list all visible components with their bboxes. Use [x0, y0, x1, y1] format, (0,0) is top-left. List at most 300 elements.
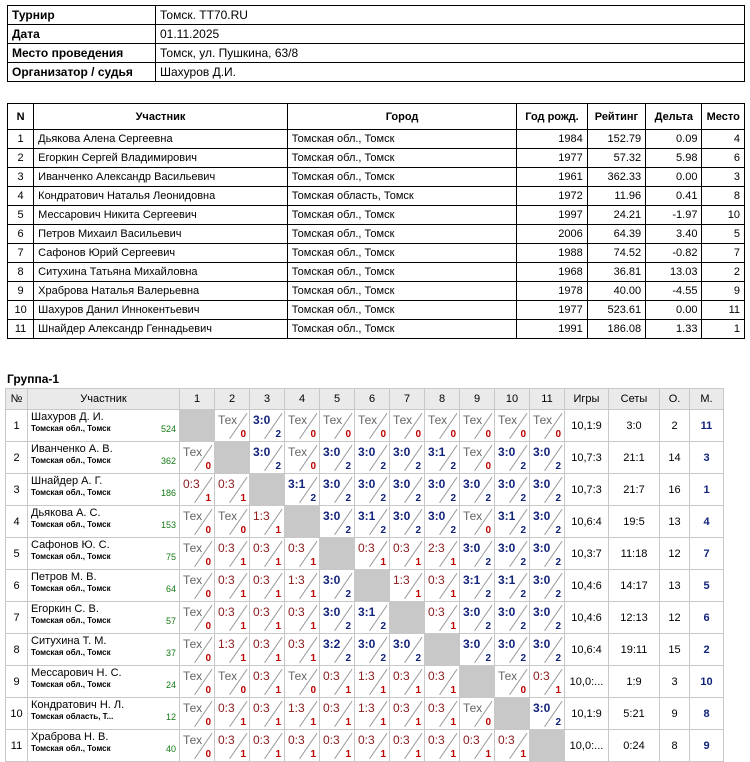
match-score: 0:3	[358, 541, 375, 555]
participant-cell: 1	[8, 130, 34, 149]
match-score: Тех	[183, 733, 203, 747]
match-result-cell	[460, 698, 495, 730]
games-stat: 10,1:9	[565, 698, 609, 730]
match-result-cell	[425, 442, 460, 474]
match-result-cell	[460, 474, 495, 506]
match-score: Тех	[288, 413, 308, 427]
participant-cell: 57.32	[587, 149, 645, 168]
group-player-cell	[28, 730, 180, 762]
sets-stat: 0:24	[609, 730, 660, 762]
info-key: Место проведения	[8, 44, 156, 63]
match-points: 2	[415, 493, 421, 504]
match-score: 0:3	[393, 669, 410, 683]
player-name: Петров М. В.	[31, 571, 97, 583]
match-score: 3:0	[463, 477, 481, 491]
group-row-number: 6	[6, 570, 28, 602]
match-score: Тех	[218, 669, 238, 683]
player-meta	[31, 456, 176, 466]
match-points: 0	[205, 621, 211, 632]
group-row-number: 3	[6, 474, 28, 506]
match-result-cell	[320, 698, 355, 730]
match-points: 0	[415, 429, 421, 440]
match-points: 2	[310, 493, 316, 504]
match-result-cell	[250, 602, 285, 634]
participant-row	[8, 225, 745, 244]
match-points: 1	[240, 653, 246, 664]
participant-cell: 1968	[517, 263, 587, 282]
match-result-cell	[285, 698, 320, 730]
participant-cell: 4	[8, 187, 34, 206]
match-points: 1	[380, 557, 386, 568]
match-result-cell	[180, 538, 215, 570]
participant-cell: Томская обл., Томск	[287, 168, 516, 187]
match-result-cell	[215, 570, 250, 602]
participant-cell: Шахуров Данил Иннокентьевич	[34, 301, 288, 320]
group-player-cell	[28, 602, 180, 634]
match-points: 1	[450, 589, 456, 600]
player-rating: 12	[165, 712, 176, 722]
match-points: 2	[415, 461, 421, 472]
participant-cell: 36.81	[587, 263, 645, 282]
participant-cell: 3.40	[646, 225, 702, 244]
participant-cell: 2	[8, 149, 34, 168]
group-player-cell	[28, 666, 180, 698]
player-name: Шнайдер А. Г.	[31, 475, 103, 487]
match-points: 2	[555, 653, 561, 664]
match-score: 0:3	[288, 733, 305, 747]
player-rating: 524	[160, 424, 176, 434]
points-stat: 9	[660, 698, 690, 730]
match-score: 3:0	[498, 637, 516, 651]
participant-cell: 1977	[517, 301, 587, 320]
match-score: 1:3	[393, 573, 410, 587]
match-points: 1	[415, 589, 421, 600]
place-stat: 4	[690, 506, 724, 538]
player-rating: 75	[165, 552, 176, 562]
info-row	[8, 25, 745, 44]
match-result-cell	[425, 698, 460, 730]
match-score: Тех	[533, 413, 553, 427]
group-player-cell	[28, 698, 180, 730]
match-score: 0:3	[183, 477, 200, 491]
participant-row	[8, 168, 745, 187]
player-rating: 37	[165, 648, 176, 658]
group-header-cell: №	[6, 389, 28, 410]
match-score: 3:0	[323, 605, 341, 619]
match-result-cell	[530, 506, 565, 538]
group-row	[6, 570, 724, 602]
match-score: 0:3	[323, 701, 340, 715]
match-result-cell	[495, 538, 530, 570]
match-score: 1:3	[288, 701, 305, 715]
match-result-cell	[320, 410, 355, 442]
info-key: Дата	[8, 25, 156, 44]
participant-cell: 5.98	[646, 149, 702, 168]
diagonal-cell	[285, 506, 320, 538]
match-score: 0:3	[253, 637, 270, 651]
participant-cell: -4.55	[646, 282, 702, 301]
match-points: 1	[345, 749, 351, 760]
group-row-number: 8	[6, 634, 28, 666]
participant-row	[8, 320, 745, 339]
participant-cell: Ситухина Татьяна Михайловна	[34, 263, 288, 282]
match-result-cell	[425, 506, 460, 538]
participant-cell: 10	[8, 301, 34, 320]
match-score: Тех	[183, 637, 203, 651]
place-stat: 11	[690, 410, 724, 442]
match-points: 2	[345, 525, 351, 536]
match-points: 2	[345, 653, 351, 664]
match-points: 1	[450, 685, 456, 696]
match-score: Тех	[183, 541, 203, 555]
participant-cell: 1961	[517, 168, 587, 187]
match-result-cell	[180, 698, 215, 730]
points-stat: 14	[660, 442, 690, 474]
match-result-cell	[215, 410, 250, 442]
match-score: 0:3	[253, 573, 270, 587]
participant-cell: 1991	[517, 320, 587, 339]
group-row-number: 5	[6, 538, 28, 570]
match-points: 0	[240, 429, 246, 440]
match-result-cell	[250, 570, 285, 602]
match-result-cell	[390, 666, 425, 698]
match-points: 2	[485, 653, 491, 664]
match-points: 2	[345, 461, 351, 472]
match-points: 2	[555, 717, 561, 728]
player-city: Томская обл., Томск	[31, 648, 111, 657]
match-points: 0	[205, 653, 211, 664]
match-result-cell	[285, 602, 320, 634]
match-score: 1:3	[288, 573, 305, 587]
match-points: 2	[415, 653, 421, 664]
group-player-cell	[28, 570, 180, 602]
games-stat: 10,4:6	[565, 602, 609, 634]
match-score: 3:1	[358, 605, 376, 619]
match-points: 1	[275, 557, 281, 568]
match-score: 0:3	[288, 605, 305, 619]
match-result-cell	[390, 538, 425, 570]
match-score: 0:3	[533, 669, 550, 683]
match-score: 3:0	[393, 637, 411, 651]
match-points: 2	[520, 525, 526, 536]
match-result-cell	[425, 474, 460, 506]
participant-row	[8, 263, 745, 282]
participant-cell: Егоркин Сергей Владимирович	[34, 149, 288, 168]
match-points: 1	[240, 621, 246, 632]
match-points: 1	[380, 685, 386, 696]
diagonal-cell	[495, 698, 530, 730]
participants-header-cell: Дельта	[646, 104, 702, 130]
match-points: 1	[520, 749, 526, 760]
match-result-cell	[180, 506, 215, 538]
group-header-cell: 10	[495, 389, 530, 410]
participant-cell: 7	[702, 244, 745, 263]
match-points: 2	[485, 493, 491, 504]
match-score: 3:1	[498, 573, 516, 587]
match-points: 0	[205, 685, 211, 696]
match-result-cell	[425, 666, 460, 698]
match-result-cell	[390, 634, 425, 666]
match-result-cell	[320, 602, 355, 634]
sets-stat: 11:18	[609, 538, 660, 570]
match-points: 2	[555, 461, 561, 472]
points-stat: 13	[660, 506, 690, 538]
player-city: Томская обл., Томск	[31, 584, 111, 593]
match-points: 1	[240, 589, 246, 600]
diagonal-cell	[390, 602, 425, 634]
match-points: 2	[380, 621, 386, 632]
games-stat: 10,1:9	[565, 410, 609, 442]
match-score: 0:3	[323, 669, 340, 683]
diagonal-cell	[355, 570, 390, 602]
match-result-cell	[180, 602, 215, 634]
match-score: 3:0	[323, 445, 341, 459]
match-points: 0	[205, 525, 211, 536]
participant-cell: 9	[702, 282, 745, 301]
match-result-cell	[320, 730, 355, 762]
participant-cell: 0.09	[646, 130, 702, 149]
match-points: 1	[240, 557, 246, 568]
match-result-cell	[250, 634, 285, 666]
match-score: 0:3	[218, 605, 235, 619]
match-result-cell	[530, 474, 565, 506]
match-score: Тех	[183, 669, 203, 683]
sets-stat: 21:7	[609, 474, 660, 506]
participant-cell: 1988	[517, 244, 587, 263]
player-city: Томская обл., Томск	[31, 744, 111, 753]
match-points: 2	[520, 461, 526, 472]
match-score: 0:3	[253, 541, 270, 555]
match-result-cell	[180, 634, 215, 666]
games-stat: 10,7:3	[565, 474, 609, 506]
points-stat: 12	[660, 538, 690, 570]
match-points: 1	[275, 685, 281, 696]
match-result-cell	[285, 442, 320, 474]
match-result-cell	[285, 410, 320, 442]
match-score: 3:0	[323, 509, 341, 523]
player-rating: 362	[160, 456, 176, 466]
place-stat: 1	[690, 474, 724, 506]
participant-cell: 5	[8, 206, 34, 225]
match-score: 3:0	[428, 509, 446, 523]
participant-cell: 523.61	[587, 301, 645, 320]
match-points: 2	[520, 621, 526, 632]
match-result-cell	[530, 442, 565, 474]
match-result-cell	[530, 410, 565, 442]
participant-row	[8, 282, 745, 301]
place-stat: 9	[690, 730, 724, 762]
player-meta	[31, 712, 176, 722]
player-city: Томская обл., Томск	[31, 488, 111, 497]
match-result-cell	[495, 506, 530, 538]
match-points: 0	[485, 461, 491, 472]
points-stat: 8	[660, 730, 690, 762]
match-points: 1	[275, 653, 281, 664]
match-result-cell	[355, 730, 390, 762]
participant-cell: Томская обл., Томск	[287, 263, 516, 282]
match-points: 2	[275, 461, 281, 472]
participant-cell: Томская обл., Томск	[287, 149, 516, 168]
match-score: 3:0	[533, 701, 551, 715]
participant-cell: Храброва Наталья Валерьевна	[34, 282, 288, 301]
points-stat: 15	[660, 634, 690, 666]
player-city: Томская область, Т...	[31, 712, 114, 721]
match-score: 3:0	[533, 445, 551, 459]
participant-cell: 2006	[517, 225, 587, 244]
sets-stat: 14:17	[609, 570, 660, 602]
match-result-cell	[250, 666, 285, 698]
match-score: Тех	[183, 509, 203, 523]
match-points: 2	[485, 557, 491, 568]
match-result-cell	[285, 474, 320, 506]
match-score: 0:3	[253, 701, 270, 715]
match-points: 2	[450, 493, 456, 504]
group-header-cell: 11	[530, 389, 565, 410]
match-points: 2	[380, 653, 386, 664]
match-score: 3:0	[393, 509, 411, 523]
participant-row	[8, 187, 745, 206]
diagonal-cell	[250, 474, 285, 506]
group-row	[6, 666, 724, 698]
player-meta	[31, 616, 176, 626]
match-result-cell	[495, 410, 530, 442]
games-stat: 10,6:4	[565, 506, 609, 538]
match-result-cell	[495, 474, 530, 506]
sets-stat: 1:9	[609, 666, 660, 698]
participants-header-cell: Город	[287, 104, 516, 130]
participant-cell: Мессарович Никита Сергеевич	[34, 206, 288, 225]
participant-cell: 11	[8, 320, 34, 339]
match-result-cell	[390, 506, 425, 538]
participants-table	[7, 103, 745, 339]
match-points: 2	[415, 525, 421, 536]
match-score: 3:0	[323, 573, 341, 587]
match-points: 1	[310, 621, 316, 632]
group-header-cell: Сеты	[609, 389, 660, 410]
group-row-number: 1	[6, 410, 28, 442]
match-points: 1	[310, 749, 316, 760]
match-score: 0:3	[498, 733, 515, 747]
match-result-cell	[460, 538, 495, 570]
group-header-cell: 4	[285, 389, 320, 410]
match-score: 0:3	[323, 733, 340, 747]
participant-cell: Томская обл., Томск	[287, 282, 516, 301]
match-points: 0	[205, 461, 211, 472]
match-score: 3:1	[288, 477, 306, 491]
match-result-cell	[250, 410, 285, 442]
match-result-cell	[180, 730, 215, 762]
diagonal-cell	[425, 634, 460, 666]
match-score: 3:0	[323, 477, 341, 491]
match-result-cell	[460, 730, 495, 762]
group-results-grid	[5, 388, 724, 762]
participant-cell: Петров Михаил Васильевич	[34, 225, 288, 244]
match-result-cell	[355, 474, 390, 506]
participants-header-cell: N	[8, 104, 34, 130]
match-points: 0	[450, 429, 456, 440]
match-score: Тех	[288, 445, 308, 459]
match-score: 3:0	[358, 637, 376, 651]
match-result-cell	[355, 602, 390, 634]
sets-stat: 12:13	[609, 602, 660, 634]
match-score: 0:3	[253, 733, 270, 747]
match-points: 1	[450, 621, 456, 632]
match-result-cell	[390, 442, 425, 474]
player-name: Мессарович Н. С.	[31, 667, 122, 679]
games-stat: 10,0:...	[565, 730, 609, 762]
player-meta	[31, 648, 176, 658]
place-stat: 10	[690, 666, 724, 698]
match-score: Тех	[463, 701, 483, 715]
match-points: 1	[275, 589, 281, 600]
player-name: Егоркин С. В.	[31, 603, 99, 615]
participant-cell: 1997	[517, 206, 587, 225]
match-points: 1	[310, 717, 316, 728]
participant-cell: 1978	[517, 282, 587, 301]
group-player-cell	[28, 442, 180, 474]
match-score: 3:0	[358, 445, 376, 459]
group-header-cell: 8	[425, 389, 460, 410]
match-result-cell	[250, 442, 285, 474]
player-name: Храброва Н. В.	[31, 731, 109, 743]
info-row	[8, 6, 745, 25]
player-name: Дьякова А. С.	[31, 507, 101, 519]
match-score: 0:3	[393, 541, 410, 555]
match-result-cell	[355, 538, 390, 570]
participant-cell: 1	[702, 320, 745, 339]
match-score: Тех	[183, 445, 203, 459]
participant-cell: 24.21	[587, 206, 645, 225]
match-points: 2	[485, 589, 491, 600]
info-value: Томск, ул. Пушкина, 63/8	[156, 44, 745, 63]
match-result-cell	[320, 474, 355, 506]
match-points: 2	[450, 525, 456, 536]
match-result-cell	[495, 666, 530, 698]
match-points: 0	[205, 557, 211, 568]
participant-cell: 13.03	[646, 263, 702, 282]
match-points: 1	[415, 685, 421, 696]
player-city: Томская обл., Томск	[31, 456, 111, 465]
match-result-cell	[390, 698, 425, 730]
diagonal-cell	[460, 666, 495, 698]
group-row	[6, 698, 724, 730]
match-score: Тех	[358, 413, 378, 427]
place-stat: 6	[690, 602, 724, 634]
match-score: 0:3	[393, 733, 410, 747]
match-score: 3:0	[463, 541, 481, 555]
match-score: 0:3	[253, 605, 270, 619]
match-score: 3:0	[463, 637, 481, 651]
match-result-cell	[530, 666, 565, 698]
match-result-cell	[215, 602, 250, 634]
place-stat: 7	[690, 538, 724, 570]
group-row	[6, 634, 724, 666]
match-score: 3:1	[498, 509, 516, 523]
participant-cell: Кондратович Наталья Леонидовна	[34, 187, 288, 206]
match-result-cell	[460, 602, 495, 634]
match-result-cell	[495, 442, 530, 474]
match-points: 0	[310, 685, 316, 696]
participants-header-cell: Год рожд.	[517, 104, 587, 130]
match-points: 2	[520, 589, 526, 600]
match-points: 1	[275, 525, 281, 536]
group-header-cell: 3	[250, 389, 285, 410]
player-rating: 40	[165, 744, 176, 754]
match-points: 2	[450, 461, 456, 472]
match-points: 0	[485, 525, 491, 536]
group-header-cell: 7	[390, 389, 425, 410]
match-score: 0:3	[428, 669, 445, 683]
